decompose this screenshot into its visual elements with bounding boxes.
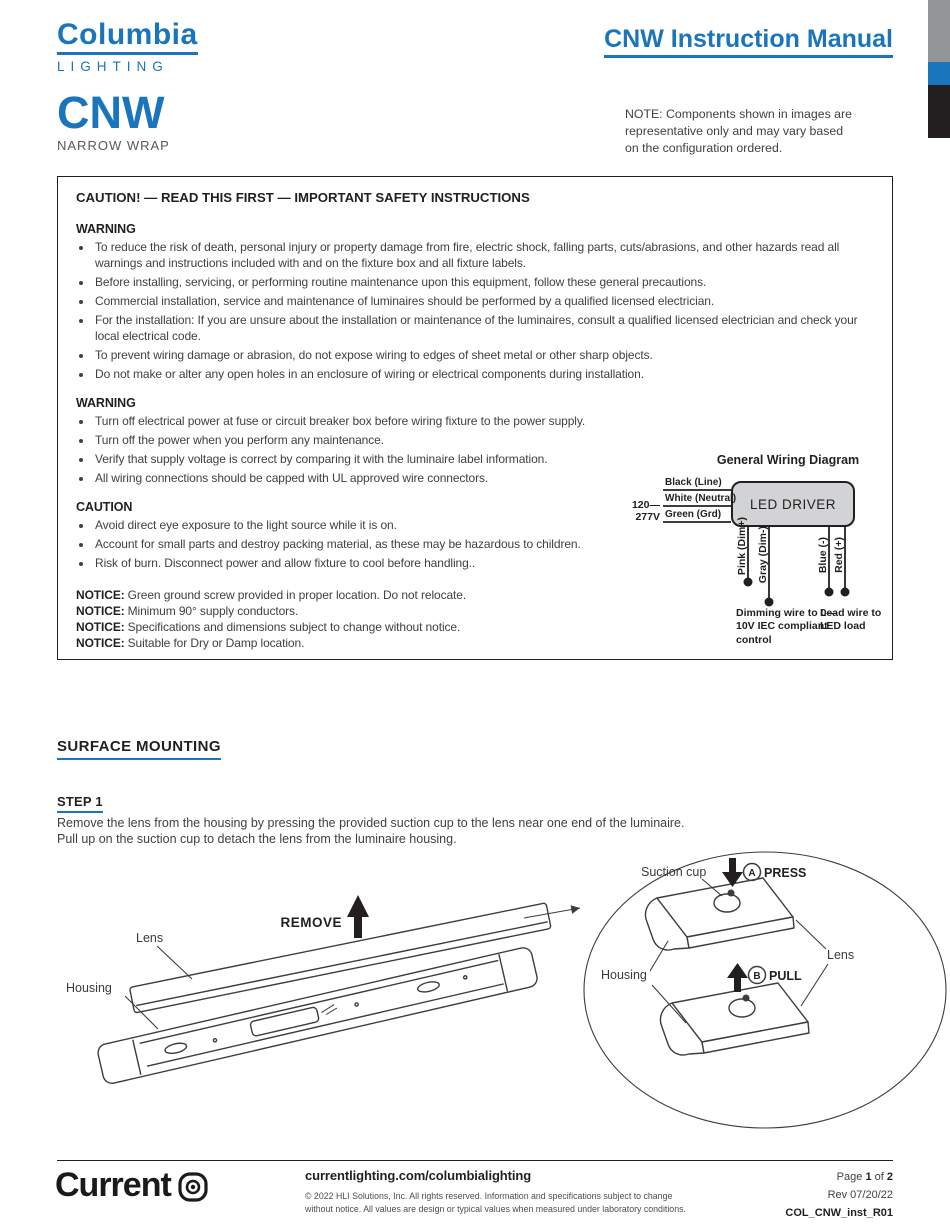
corner-color-bar bbox=[928, 0, 950, 138]
caution-list bbox=[76, 517, 621, 571]
notice-text: Specifications and dimensions subject to change without notice. bbox=[127, 620, 461, 634]
revision-date: Rev 07/20/22 bbox=[827, 1188, 893, 1201]
footer-right-block bbox=[785, 1169, 893, 1222]
surface-mounting-heading: SURFACE MOUNTING bbox=[57, 738, 221, 760]
footer-divider bbox=[57, 1160, 893, 1161]
dimming-wire-caption: Dimming wire to 0—10V IEC compliant control bbox=[736, 607, 837, 646]
wire-label-black-line: Black (Line) bbox=[665, 477, 722, 488]
header-note: NOTE: Components shown in images are representative only and may vary based on the configuration ordered. bbox=[625, 107, 852, 155]
section-heading: WARNING bbox=[76, 222, 136, 236]
notice-label: NOTICE: bbox=[76, 604, 125, 618]
warning-list-1 bbox=[76, 239, 874, 382]
footer-url-link[interactable]: currentlighting.com/columbialighting bbox=[305, 1168, 532, 1183]
notice-block bbox=[76, 587, 621, 651]
current-wordmark: Current bbox=[55, 1166, 171, 1204]
caution-section bbox=[76, 499, 621, 571]
suction-cup-label: Suction cup bbox=[641, 865, 707, 879]
section-heading: CAUTION bbox=[76, 500, 133, 514]
press-label: PRESS bbox=[764, 866, 807, 880]
step1-line2: Pull up on the suction cup to detach the lens from the luminaire housing. bbox=[57, 831, 457, 846]
remove-arrow-icon bbox=[347, 895, 369, 938]
wire-label-green-ground: Green (Grd) bbox=[665, 509, 722, 520]
bar-segment-gray bbox=[928, 0, 950, 62]
page-indicator bbox=[785, 1169, 893, 1187]
wire-label-blue-neg: Blue (-) bbox=[817, 536, 829, 573]
input-voltage-label: 120—277V bbox=[631, 499, 660, 523]
safety-bullet: • All wiring connections should be capped with UL approved wire connectors. bbox=[93, 470, 874, 486]
pull-arrow-icon bbox=[727, 963, 748, 992]
footer-center-block bbox=[305, 1168, 725, 1216]
document-id: COL_CNW_inst_R01 bbox=[785, 1206, 893, 1219]
safety-bullet: • Avoid direct eye exposure to the light source while it is on. bbox=[93, 517, 621, 533]
logo-subtitle: LIGHTING bbox=[57, 59, 169, 74]
general-wiring-diagram bbox=[608, 450, 900, 655]
copyright-line-2: without notice. All values are design or typical values when measured under laboratory conditions. bbox=[305, 1204, 686, 1215]
detail-housing-label: Housing bbox=[601, 968, 647, 982]
bar-segment-black bbox=[928, 85, 950, 138]
wire-label-pink-dim: Pink (Dim+) bbox=[736, 516, 748, 575]
pull-label: PULL bbox=[769, 969, 802, 983]
notice-line bbox=[76, 603, 621, 619]
page-number: 1 bbox=[865, 1171, 872, 1183]
press-badge-letter: A bbox=[748, 868, 756, 879]
wiring-diagram-title: General Wiring Diagram bbox=[716, 453, 860, 467]
pull-badge-letter: B bbox=[753, 971, 761, 982]
detail-lens-label: Lens bbox=[827, 948, 855, 962]
notice-label: NOTICE: bbox=[76, 620, 125, 634]
product-subtitle: NARROW WRAP bbox=[57, 138, 170, 153]
safety-bullet: • Before installing, servicing, or performing routine maintenance upon this equipment, follow these general precautions. bbox=[93, 274, 874, 290]
step1-instructions bbox=[57, 816, 797, 847]
safety-bullet: • Turn off the power when you perform any maintenance. bbox=[93, 432, 874, 448]
remove-label: REMOVE bbox=[280, 915, 342, 930]
detail-lens-leader-1 bbox=[796, 920, 826, 949]
safety-bullet: • To reduce the risk of death, personal injury or property damage from fire, electric shock, falling parts, cuts/abrasions, and other hazards read all warnings and instructions included with and on the fixture box and all fixture labels. bbox=[93, 239, 874, 271]
step1-line1: Remove the lens from the housing by pressing the provided suction cup to the lens near one end of the luminaire. bbox=[57, 816, 685, 830]
safety-bullet: • Verify that supply voltage is correct by comparing it with the luminaire label information. bbox=[93, 451, 874, 467]
current-logo bbox=[55, 1166, 208, 1205]
safety-bullet: • For the installation: If you are unsure about the installation or maintenance of the luminaires, consult a qualified licensed electrician and check your local electrical code. bbox=[93, 312, 874, 344]
notice-label: NOTICE: bbox=[76, 636, 125, 650]
page-total: 2 bbox=[886, 1171, 893, 1183]
notice-text: Minimum 90° supply conductors. bbox=[127, 604, 299, 618]
wire-label-red-pos: Red (+) bbox=[833, 537, 845, 573]
page-word: Page bbox=[836, 1171, 863, 1183]
page-title: CNW Instruction Manual bbox=[604, 27, 893, 58]
wire-label-white-neutral: White (Neutral) bbox=[665, 493, 737, 504]
bar-segment-blue bbox=[928, 62, 950, 85]
notice-line bbox=[76, 587, 621, 603]
notice-label: NOTICE: bbox=[76, 588, 125, 602]
detail-fixture-press bbox=[645, 878, 794, 950]
notice-line bbox=[76, 619, 621, 635]
led-driver-box: LED DRIVER bbox=[731, 481, 855, 527]
safety-bullet: • Risk of burn. Disconnect power and allow fixture to cool before handling.. bbox=[93, 555, 621, 571]
step1-illustration bbox=[0, 845, 950, 1145]
safety-bullet: • Commercial installation, service and maintenance of luminaires should be performed by a qualified licensed electrician. bbox=[93, 293, 874, 309]
notice-text: Suitable for Dry or Damp location. bbox=[127, 636, 305, 650]
safety-bullet: • Do not make or alter any open holes in an enclosure of wiring or electrical components during installation. bbox=[93, 366, 874, 382]
logo-wordmark: Columbia bbox=[57, 20, 198, 55]
housing-label: Housing bbox=[66, 981, 112, 995]
notice-line bbox=[76, 635, 621, 651]
safety-bullet: • To prevent wiring damage or abrasion, do not expose wiring to edges of sheet metal or other sharp objects. bbox=[93, 347, 874, 363]
step1-heading: STEP 1 bbox=[57, 794, 103, 813]
columbia-lighting-logo bbox=[57, 20, 198, 74]
lens-leader-line bbox=[157, 946, 192, 979]
footer-copyright bbox=[305, 1190, 725, 1216]
warning-section-1 bbox=[76, 221, 874, 382]
notice-text: Green ground screw provided in proper location. Do not relocate. bbox=[127, 588, 467, 602]
section-heading: WARNING bbox=[76, 396, 136, 410]
copyright-line-1: © 2022 HLI Solutions, Inc. All rights reserved. Information and specifications subject to change bbox=[305, 1191, 673, 1201]
product-title-block bbox=[57, 87, 170, 153]
load-wire-caption: Lead wire to LED load bbox=[820, 607, 882, 633]
safety-bullet: • Account for small parts and destroy packing material, as these may be hazardous to children. bbox=[93, 536, 621, 552]
of-word: of bbox=[874, 1171, 884, 1183]
wire-label-gray-dim: Gray (Dim-) bbox=[757, 525, 769, 583]
detail-lens-leader-2 bbox=[801, 964, 828, 1006]
safety-box-title: CAUTION! — READ THIS FIRST — IMPORTANT SAFETY INSTRUCTIONS bbox=[76, 190, 530, 205]
safety-bullet: • Turn off electrical power at fuse or circuit breaker box before wiring fixture to the power supply. bbox=[93, 413, 874, 429]
lens-label: Lens bbox=[136, 931, 164, 945]
product-code: CNW bbox=[57, 87, 165, 138]
current-logo-icon bbox=[178, 1172, 208, 1202]
